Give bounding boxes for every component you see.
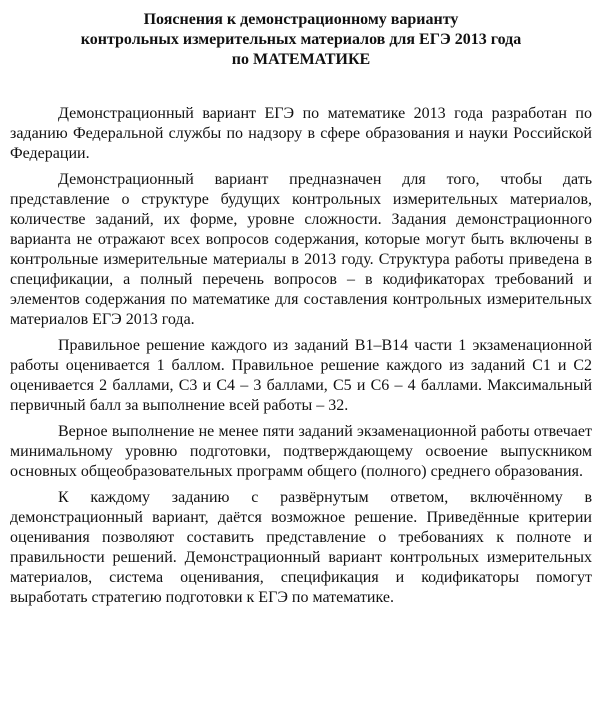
title-line-3: по МАТЕМАТИКЕ (231, 51, 371, 68)
document-body (10, 104, 592, 608)
document-title (10, 10, 592, 70)
paragraph-minimum-level: Верное выполнение не менее пяти заданий экзаменационной работы отвечает минимальному уровню подготовки, подтверждающему освоение выпускником основных общеобразовательных программ общего (полного) среднего образования. (10, 423, 592, 480)
title-line-1: Пояснения к демонстрационному варианту (143, 11, 459, 28)
paragraph-scoring: Правильное решение каждого из заданий В1–В14 части 1 экзаменационной работы оценивается 1 баллом. Правильное решение каждого из заданий С1 и С2 оценивается 2 баллами, С3 и С4 – 3 баллами, С5 и С6 – 4 баллами. Максимальный первичный балл за выполнение всей работы – 32. (10, 337, 592, 414)
paragraph-solutions: К каждому заданию с развёрнутым ответом, включённому в демонстрационный вариант, даётся возможное решение. Приведённые критерии оценивания позволяют составить представление о требованиях к полноте и правильности решений. Демонстрационный вариант контрольных измерительных материалов, система оценивания, спецификация и кодификаторы помогут выработать стратегию подготовки к ЕГЭ по математике. (10, 489, 592, 606)
title-line-2: контрольных измерительных материалов для ЕГЭ 2013 года (80, 31, 522, 48)
paragraph-intro: Демонстрационный вариант ЕГЭ по математике 2013 года разработан по заданию Федеральной службы по надзору в сфере образования и науки Российской Федерации. (10, 105, 592, 162)
paragraph-purpose: Демонстрационный вариант предназначен для того, чтобы дать представление о структуре будущих контрольных измерительных материалов, количестве заданий, их форме, уровне сложности. Задания демонстрационного варианта не отражают всех вопросов содержания, которые могут быть включены в контрольные измерительные материалы в 2013 году. Структура работы приведена в спецификации, а полный перечень вопросов – в кодификаторах требований и элементов содержания по математике для составления контрольных измерительных материалов ЕГЭ 2013 года. (10, 171, 592, 328)
